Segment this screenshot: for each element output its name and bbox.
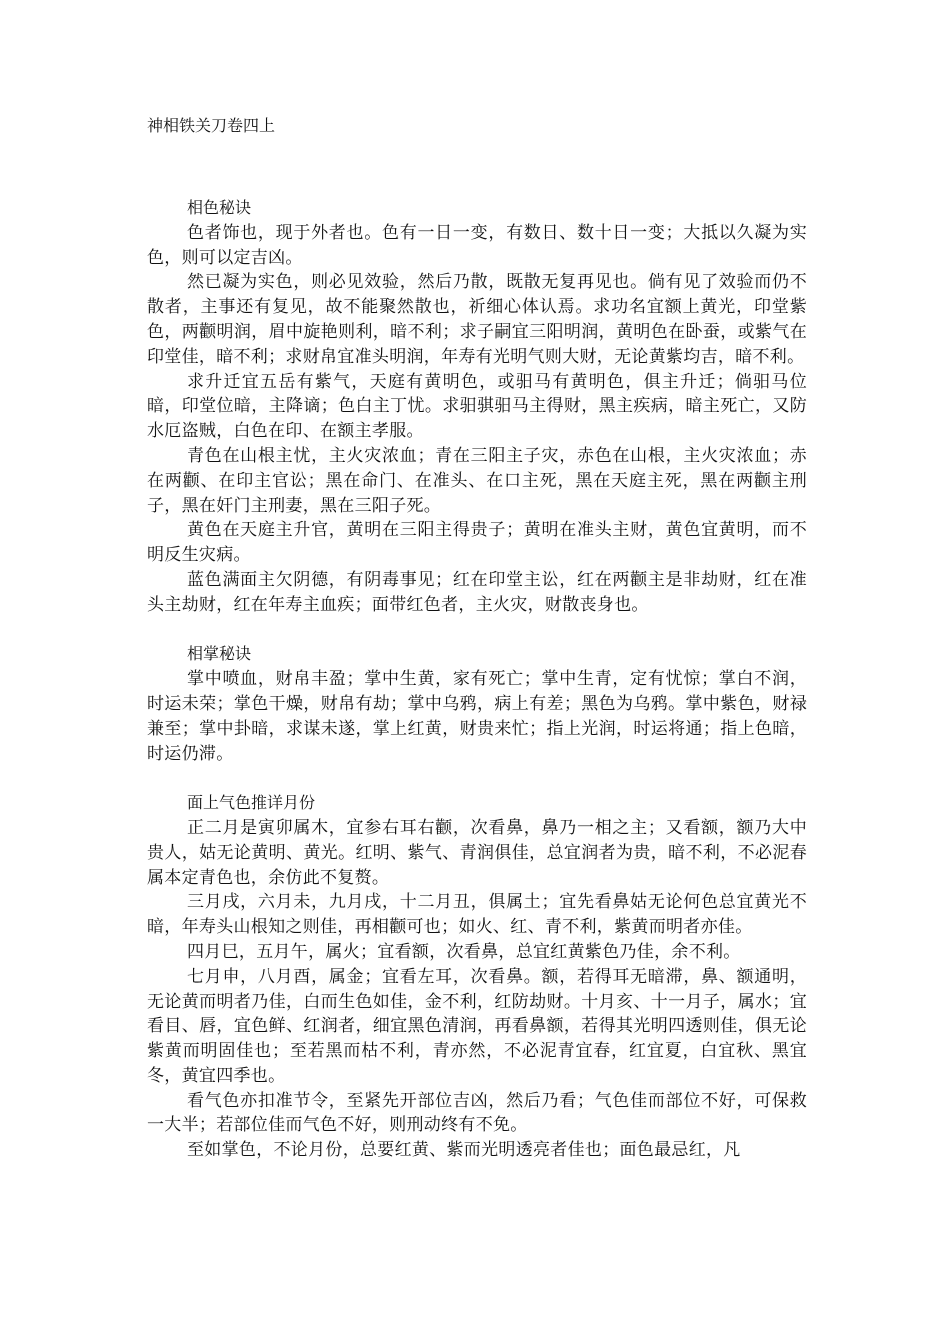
paragraph: 四月巳，五月午，属火；宜看额，次看鼻，总宜红黄紫色乃佳，余不利。 <box>187 941 741 962</box>
paragraph: 掌中喷血，财帛丰盈；掌中生黄，家有死亡；掌中生青，定有忧惊；掌白不润，时运未荣；掌色干燥，财帛有劫；掌中乌鸦，病上有差；黑色为乌鸦。掌中紫色，财禄兼至；掌中卦暗，求谋未遂，掌上红黄，财贵来忙；指上光润，时运将通；指上色暗，时运仍滞。 <box>147 669 807 764</box>
section-facial-complexion-by-month <box>147 791 807 1163</box>
section-complexion-secrets <box>147 196 807 618</box>
paragraph: 然已凝为实色，则必见效验，然后乃散，既散无复再见也。倘有见了效验而仍不散者，主事还有复见，故不能聚然散也，祈细心体认焉。求功名宜额上黄光，印堂紫色，两颧明润，眉中旋艳则利，暗不利；求子嗣宜三阳明润，黄明色在卧蚕，或紫气在印堂佳，暗不利；求财帛宜准头明润，年寿有光明气则大财，无论黄紫均吉，暗不利。 <box>147 272 807 367</box>
paragraph: 三月戌，六月未，九月戌，十二月丑，俱属土；宜先看鼻姑无论何色总宜黄光不暗，年寿头山根知之则佳，再相颧可也；如火、红、青不利，紫黄而明者亦佳。 <box>147 892 807 938</box>
paragraph: 色者饰也，现于外者也。色有一日一变，有数日、数十日一变；大抵以久凝为实色，则可以定吉凶。 <box>147 222 807 268</box>
paragraph: 七月申，八月酉，属金；宜看左耳，次看鼻。额，若得耳无暗滞，鼻、额通明，无论黄而明者乃佳，白而生色如佳，金不利，红防劫财。十月亥、十一月子，属水；宜看目、唇，宜色鲜、红润者，细宜黑色清润，再看鼻额，若得其光明四透则佳，俱无论紫黄而明固佳也；至若黑而枯不利，青亦然，不必泥青宜春，红宜夏，白宜秋、黑宜冬，黄宜四季也。 <box>147 966 807 1086</box>
paragraph: 黄色在天庭主升官，黄明在三阳主得贵子；黄明在准头主财，黄色宜黄明，而不明反生灾病。 <box>147 520 807 566</box>
document-title: 神相铁关刀卷四上 <box>147 116 276 135</box>
section-heading: 相掌秘诀 <box>187 644 252 664</box>
paragraph: 青色在山根主忧，主火灾浓血；青在三阳主子灾，赤色在山根，主火灾浓血；赤在两颧、在印主官讼；黑在命门、在准头、在口主死，黑在天庭主死，黑在两颧主刑子，黑在奸门主刑妻，黑在三阳子死。 <box>147 445 807 516</box>
paragraph: 正二月是寅卯属木，宜参右耳右颧，次看鼻，鼻乃一相之主；又看额，额乃大中贵人，姑无论黄明、黄光。红明、紫气、青润俱佳，总宜润者为贵，暗不利，不必泥春属本定青色也，余仿此不复赘。 <box>147 817 807 888</box>
paragraph: 蓝色满面主欠阴德，有阴毒事见；红在印堂主讼，红在两颧主是非劫财，红在准头主劫财，红在年寿主血疾；面带红色者，主火灾，财散丧身也。 <box>147 569 807 615</box>
section-heading: 相色秘诀 <box>187 198 252 217</box>
paragraph: 求升迁宜五岳有紫气，天庭有黄明色，或驲马有黄明色，俱主升迁；倘驲马位暗，印堂位暗，主降谪；色白主丁忧。求驲骐驲马主得财，黑主疾病，暗主死亡，又防水厄盗贼，白色在印、在额主孝服。 <box>147 371 807 442</box>
section-heading: 面上气色推详月份 <box>187 793 316 813</box>
section-palm-secrets <box>147 642 807 766</box>
document-body <box>147 196 807 1163</box>
paragraph: 至如掌色，不论月份，总要红黄、紫而光明透亮者佳也；面色最忌红，凡 <box>187 1140 741 1161</box>
paragraph: 看气色亦扣准节令，至紧先开部位吉凶，然后乃看；气色佳而部位不好，可保救一大半；若部位佳而气色不好，则刑动终有不免。 <box>147 1090 807 1136</box>
